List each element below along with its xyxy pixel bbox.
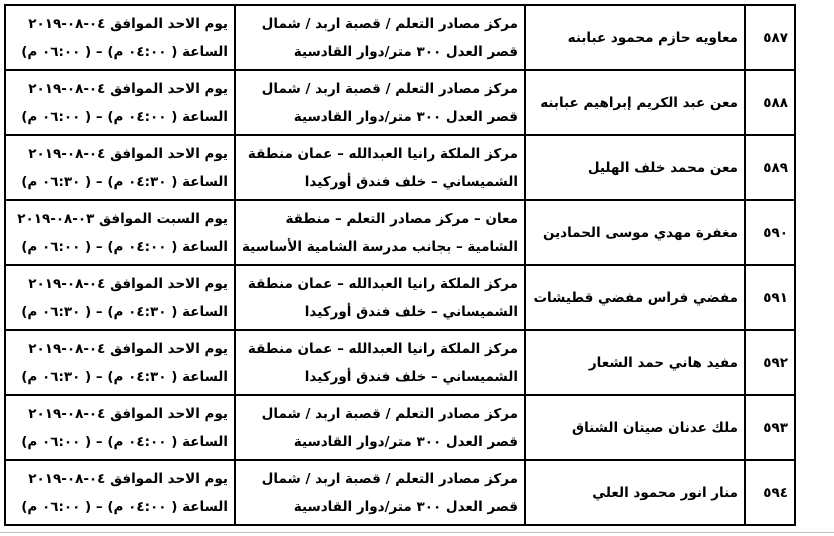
row-number: ٥٩١ <box>745 265 795 330</box>
schedule-date: يوم الاحد الموافق ٠٤-٠٨-٢٠١٩ <box>28 275 228 292</box>
exam-schedule <box>5 200 235 265</box>
row-number: ٥٩٠ <box>745 200 795 265</box>
location-line: مركز مصادر التعلم / قصبة اربد / شمال <box>261 80 518 97</box>
exam-location <box>235 330 525 395</box>
location-line: قصر العدل ٣٠٠ متر/دوار القادسية <box>293 43 518 60</box>
exam-location <box>235 5 525 70</box>
table-row <box>5 330 795 395</box>
exam-schedule <box>5 330 235 395</box>
table-row <box>5 265 795 330</box>
candidate-name: معن محمد خلف الهليل <box>525 135 745 200</box>
candidate-name: ملك عدنان صيتان الشناق <box>525 395 745 460</box>
schedule-date: يوم السبت الموافق ٠٣-٠٨-٢٠١٩ <box>17 210 228 227</box>
location-line: مركز الملكة رانيا العبدالله – عمان منطقة <box>247 340 518 357</box>
location-line: الشميساني – خلف فندق أوركيدا <box>304 368 518 385</box>
location-line: قصر العدل ٣٠٠ متر/دوار القادسية <box>293 433 518 450</box>
location-line: معان – مركز مصادر التعلم – منطقة <box>285 210 518 227</box>
table-row <box>5 395 795 460</box>
schedule-time: الساعة ( ٠٤:٣٠ م) – ( ٠٦:٣٠ م) <box>21 303 228 320</box>
row-number: ٥٨٧ <box>745 5 795 70</box>
schedule-time: الساعة ( ٠٤:٠٠ م) – ( ٠٦:٠٠ م) <box>21 498 228 515</box>
exam-location <box>235 265 525 330</box>
location-line: قصر العدل ٣٠٠ متر/دوار القادسية <box>293 498 518 515</box>
candidate-name: مفضي فراس مفضي قطيشات <box>525 265 745 330</box>
location-line: الشميساني – خلف فندق أوركيدا <box>304 173 518 190</box>
schedule-time: الساعة ( ٠٤:٣٠ م) – ( ٠٦:٣٠ م) <box>21 368 228 385</box>
exam-schedule <box>5 135 235 200</box>
schedule-date: يوم الاحد الموافق ٠٤-٠٨-٢٠١٩ <box>28 145 228 162</box>
exam-schedule <box>5 5 235 70</box>
table-row <box>5 70 795 135</box>
table-body <box>5 5 795 525</box>
exam-location <box>235 70 525 135</box>
exam-schedule <box>5 265 235 330</box>
schedule-date: يوم الاحد الموافق ٠٤-٠٨-٢٠١٩ <box>28 405 228 422</box>
schedule-date: يوم الاحد الموافق ٠٤-٠٨-٢٠١٩ <box>28 340 228 357</box>
exam-location <box>235 135 525 200</box>
location-line: مركز الملكة رانيا العبدالله – عمان منطقة <box>247 275 518 292</box>
schedule-time: الساعة ( ٠٤:٠٠ م) – ( ٠٦:٠٠ م) <box>21 108 228 125</box>
exam-schedule <box>5 460 235 525</box>
location-line: قصر العدل ٣٠٠ متر/دوار القادسية <box>293 108 518 125</box>
schedule-time: الساعة ( ٠٤:٠٠ م) – ( ٠٦:٠٠ م) <box>21 238 228 255</box>
candidate-name: منار انور محمود العلي <box>525 460 745 525</box>
candidate-name: معاويه حازم محمود عبابنه <box>525 5 745 70</box>
row-number: ٥٩٣ <box>745 395 795 460</box>
schedule-time: الساعة ( ٠٤:٣٠ م) – ( ٠٦:٣٠ م) <box>21 173 228 190</box>
candidate-name: معن عبد الكريم إبراهيم عبابنه <box>525 70 745 135</box>
row-number: ٥٩٤ <box>745 460 795 525</box>
schedule-date: يوم الاحد الموافق ٠٤-٠٨-٢٠١٩ <box>28 80 228 97</box>
exam-location <box>235 200 525 265</box>
exam-location <box>235 460 525 525</box>
row-number: ٥٨٨ <box>745 70 795 135</box>
exam-schedule <box>5 395 235 460</box>
page-bottom-divider <box>0 532 834 533</box>
schedule-time: الساعة ( ٠٤:٠٠ م) – ( ٠٦:٠٠ م) <box>21 43 228 60</box>
table-row <box>5 460 795 525</box>
location-line: الشامية – بجانب مدرسة الشامية الأساسية <box>242 238 518 255</box>
location-line: مركز الملكة رانيا العبدالله – عمان منطقة <box>247 145 518 162</box>
table-row <box>5 135 795 200</box>
schedule-time: الساعة ( ٠٤:٠٠ م) – ( ٠٦:٠٠ م) <box>21 433 228 450</box>
location-line: مركز مصادر التعلم / قصبة اربد / شمال <box>261 470 518 487</box>
exam-schedule <box>5 70 235 135</box>
schedule-date: يوم الاحد الموافق ٠٤-٠٨-٢٠١٩ <box>28 470 228 487</box>
table-row <box>5 5 795 70</box>
candidates-table <box>4 4 796 526</box>
candidate-name: مغفرة مهدي موسى الحمادين <box>525 200 745 265</box>
row-number: ٥٩٢ <box>745 330 795 395</box>
location-line: مركز مصادر التعلم / قصبة اربد / شمال <box>261 405 518 422</box>
location-line: الشميساني – خلف فندق أوركيدا <box>304 303 518 320</box>
table-row <box>5 200 795 265</box>
exam-location <box>235 395 525 460</box>
location-line: مركز مصادر التعلم / قصبة اربد / شمال <box>261 15 518 32</box>
candidate-name: مفيد هاني حمد الشعار <box>525 330 745 395</box>
row-number: ٥٨٩ <box>745 135 795 200</box>
schedule-date: يوم الاحد الموافق ٠٤-٠٨-٢٠١٩ <box>28 15 228 32</box>
